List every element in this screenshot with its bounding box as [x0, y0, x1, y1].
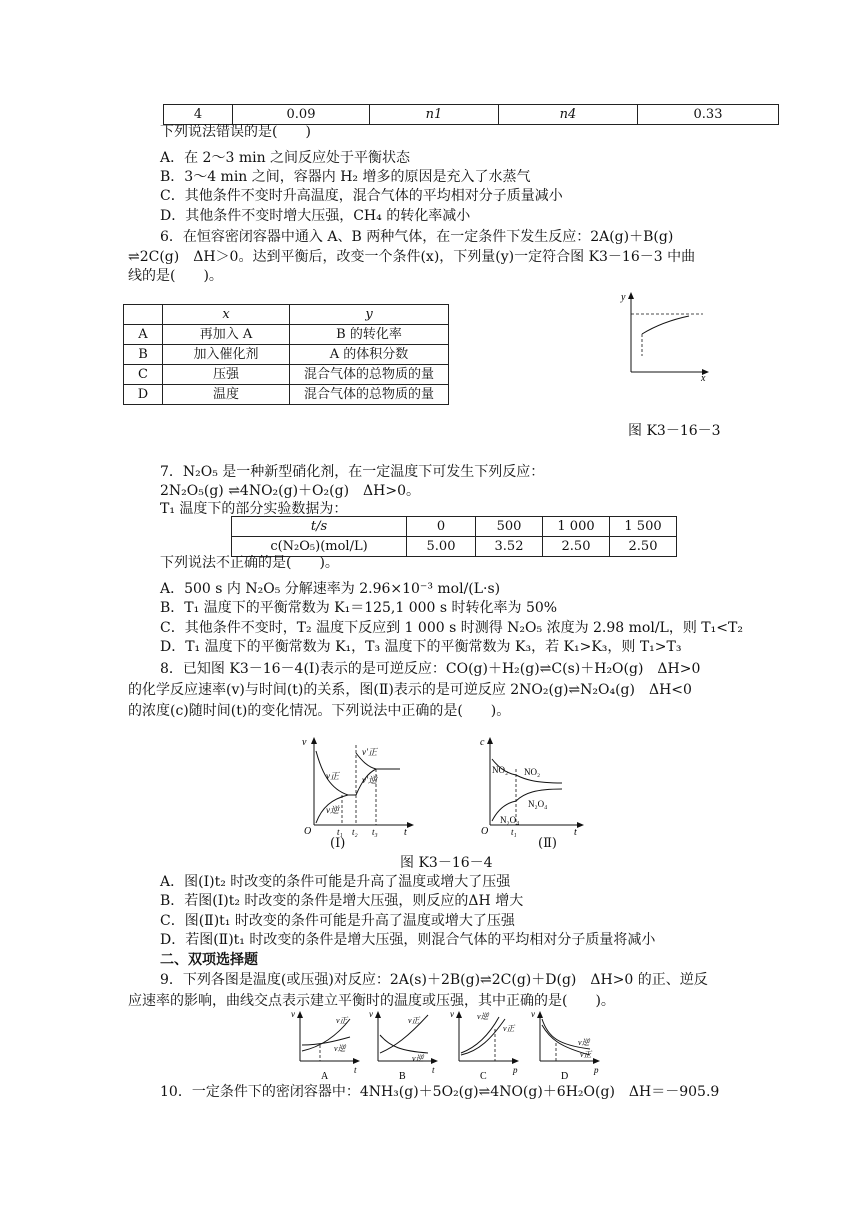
axis-p-label: p: [594, 1065, 599, 1075]
table-header-cell: 500: [476, 517, 543, 537]
q8-option-b: B．若图(Ⅰ)t₂ 时改变的条件是增大压强，则反应的ΔH 增大: [160, 893, 524, 909]
figure-label-I: (Ⅰ): [330, 836, 346, 851]
table-cell: c(N₂O₅)(mol/L): [232, 537, 407, 557]
table-cell: D: [124, 385, 163, 405]
q8-line-3: 的浓度(c)随时间(t)的变化情况。下列说法中正确的是( )。: [128, 703, 511, 719]
table-header-cell: 1 000: [543, 517, 610, 537]
curve-label: v正: [336, 1016, 348, 1025]
axis-v-label: v: [369, 1009, 373, 1019]
q7-option-b: B．T₁ 温度下的平衡常数为 K₁＝125,1 000 s 时转化率为 50%: [160, 600, 558, 616]
curve-label: v正: [326, 771, 339, 781]
axis-y-label: y: [621, 292, 626, 303]
axis-c-label: c: [480, 737, 485, 748]
q8-option-a: A．图(Ⅰ)t₂ 时改变的条件可能是升高了温度或增大了压强: [160, 874, 511, 890]
curve-label: N₂O₄: [500, 815, 520, 825]
tick-label: t₃: [372, 827, 378, 837]
table-cell: 4: [164, 105, 233, 125]
curve-label: v逆: [334, 1044, 346, 1053]
curve-label: v正: [408, 1016, 420, 1025]
q6-line-2: ⇌2C(g) ΔH＞0。达到平衡后，改变一个条件(x)，下列量(y)一定符合图 K3－16－3 中曲: [128, 249, 696, 265]
axis-v-label: v: [291, 1009, 295, 1019]
table-cell: 2.50: [543, 537, 610, 557]
q6-line-3: 线的是( )。: [128, 268, 223, 284]
q7-option-d: D．T₁ 温度下的平衡常数为 K₁，T₃ 温度下的平衡常数为 K₃，若 K₁>K₃，则 T₁>T₃: [160, 639, 682, 655]
curve-label: v逆: [412, 1054, 424, 1063]
q6-table: [123, 304, 449, 405]
axis-v-label: v: [302, 737, 307, 748]
table-cell: 2.50: [610, 537, 677, 557]
table-header-cell: 0: [407, 517, 476, 537]
axis-v-label: v: [531, 1009, 535, 1019]
q5-option-a: A．在 2～3 min 之间反应处于平衡状态: [160, 150, 411, 166]
table-cell: 混合气体的总物质的量: [290, 385, 449, 405]
curve-label: v逆: [578, 1038, 590, 1047]
q7-prompt: 下列说法不正确的是( )。: [160, 555, 339, 571]
figure-k3-16-4-I: [300, 733, 420, 837]
table-cell: 再加入 A: [163, 325, 290, 345]
figure-k3-16-3: [615, 286, 715, 382]
table-cell: n4: [499, 105, 638, 125]
table-cell: A: [124, 325, 163, 345]
q8-option-c: C．图(Ⅱ)t₁ 时改变的条件可能是升高了温度或增大了压强: [160, 913, 515, 929]
table-cell: 0.09: [233, 105, 370, 125]
q5-option-d: D．其他条件不变时增大压强，CH₄ 的转化率减小: [160, 208, 471, 224]
tick-label: t₁: [337, 827, 343, 837]
origin-label: O: [304, 826, 312, 837]
table-header-cell: 1 500: [610, 517, 677, 537]
q5-prompt: 下列说法错误的是( ): [160, 124, 311, 140]
curve-label: v′正: [362, 747, 377, 757]
q5-option-b: B．3～4 min 之间，容器内 H₂ 增多的原因是充入了水蒸气: [160, 169, 531, 185]
table-cell: n1: [370, 105, 499, 125]
q5-option-c: C．其他条件不变时升高温度，混合气体的平均相对分子质量减小: [160, 188, 563, 204]
q8-line-1: 8．已知图 K3－16－4(Ⅰ)表示的是可逆反应：CO(g)＋H₂(g)⇌C(s)＋H₂O(g) ΔH>0: [160, 661, 701, 677]
table-header-cell: x: [163, 305, 290, 325]
figure-caption: 图 K3－16－4: [400, 855, 493, 871]
q7-line-3: T₁ 温度下的部分实验数据为：: [160, 501, 348, 517]
table-cell: 温度: [163, 385, 290, 405]
curve-label: v′逆: [362, 775, 377, 785]
graph-label: A: [321, 1071, 329, 1081]
q7-option-c: C．其他条件不变时，T₂ 温度下反应到 1 000 s 时测得 N₂O₅ 浓度为 2.98 mol/L，则 T₁<T₂: [160, 620, 743, 636]
table-header-cell: y: [290, 305, 449, 325]
curve-label: v正: [503, 1024, 515, 1033]
table-cell: 混合气体的总物质的量: [290, 365, 449, 385]
q10-line-1: 10．一定条件下的密闭容器中：4NH₃(g)＋5O₂(g)⇌4NO(g)＋6H₂O(g) ΔH＝－905.9: [160, 1084, 720, 1100]
section-heading: 二、双项选择题: [160, 952, 258, 968]
figure-caption: 图 K3－16－3: [628, 423, 721, 439]
curve-label: v逆: [326, 805, 339, 815]
axis-t-label: t: [432, 1065, 435, 1075]
table-cell: C: [124, 365, 163, 385]
q7-table: [231, 516, 677, 557]
q9-graph-b: [368, 1009, 440, 1081]
axis-t-label: t: [404, 827, 407, 837]
curve-label: NO₂: [492, 765, 509, 775]
axis-t-label: t: [354, 1065, 357, 1075]
table-cell: 5.00: [407, 537, 476, 557]
table-cell: 0.33: [638, 105, 779, 125]
figure-label-II: (Ⅱ): [538, 836, 557, 851]
q7-line-2: 2N₂O₅(g) ⇌4NO₂(g)＋O₂(g) ΔH>0。: [160, 483, 420, 499]
table-cell: 压强: [163, 365, 290, 385]
q6-line-1: 6．在恒容密闭容器中通入 A、B 两种气体，在一定条件下发生反应：2A(g)＋B(g): [160, 229, 674, 245]
table-header-cell: t/s: [232, 517, 407, 537]
axis-t-label: t: [574, 827, 577, 837]
table-cell: 加入催化剂: [163, 345, 290, 365]
curve-label: v正: [580, 1050, 592, 1059]
q7-line-1: 7．N₂O₅ 是一种新型硝化剂，在一定温度下可发生下列反应：: [160, 464, 545, 480]
q9-line-2: 应速率的影响，曲线交点表示建立平衡时的温度或压强，其中正确的是( )。: [128, 993, 615, 1009]
graph-label: B: [399, 1071, 406, 1081]
q9-line-1: 9．下列各图是温度(或压强)对反应：2A(s)＋2B(g)⇌2C(g)＋D(g) ΔH>0 的正、逆反: [160, 972, 708, 988]
q9-graph-a: [290, 1009, 362, 1081]
q9-graph-c: [449, 1009, 521, 1081]
curve-label: N₂O₄: [528, 799, 548, 809]
table-header-cell: [124, 305, 163, 325]
q8-line-2: 的化学反应速率(v)与时间(t)的关系，图(Ⅱ)表示的是可逆反应 2NO₂(g)⇌N₂O₄(g) ΔH<0: [128, 682, 692, 698]
axis-p-label: p: [513, 1065, 518, 1075]
table-cell: 3.52: [476, 537, 543, 557]
table-cell: B: [124, 345, 163, 365]
q9-graph-d: [530, 1009, 602, 1081]
curve-label: NO₂: [524, 767, 541, 777]
origin-label: O: [481, 826, 489, 837]
tick-label: t₁: [511, 827, 517, 837]
curve-label: v逆: [477, 1012, 489, 1021]
graph-label: D: [561, 1071, 569, 1081]
tick-label: t₂: [352, 827, 358, 837]
figure-k3-16-4-II: [478, 733, 588, 837]
table-cell: A 的体积分数: [290, 345, 449, 365]
q7-option-a: A．500 s 内 N₂O₅ 分解速率为 2.96×10⁻³ mol/(L·s): [160, 581, 501, 597]
table-cell: B 的转化率: [290, 325, 449, 345]
axis-x-label: x: [701, 373, 706, 382]
q8-option-d: D．若图(Ⅱ)t₁ 时改变的条件是增大压强，则混合气体的平均相对分子质量将减小: [160, 932, 656, 948]
axis-v-label: v: [450, 1009, 454, 1019]
graph-label: C: [480, 1071, 487, 1081]
